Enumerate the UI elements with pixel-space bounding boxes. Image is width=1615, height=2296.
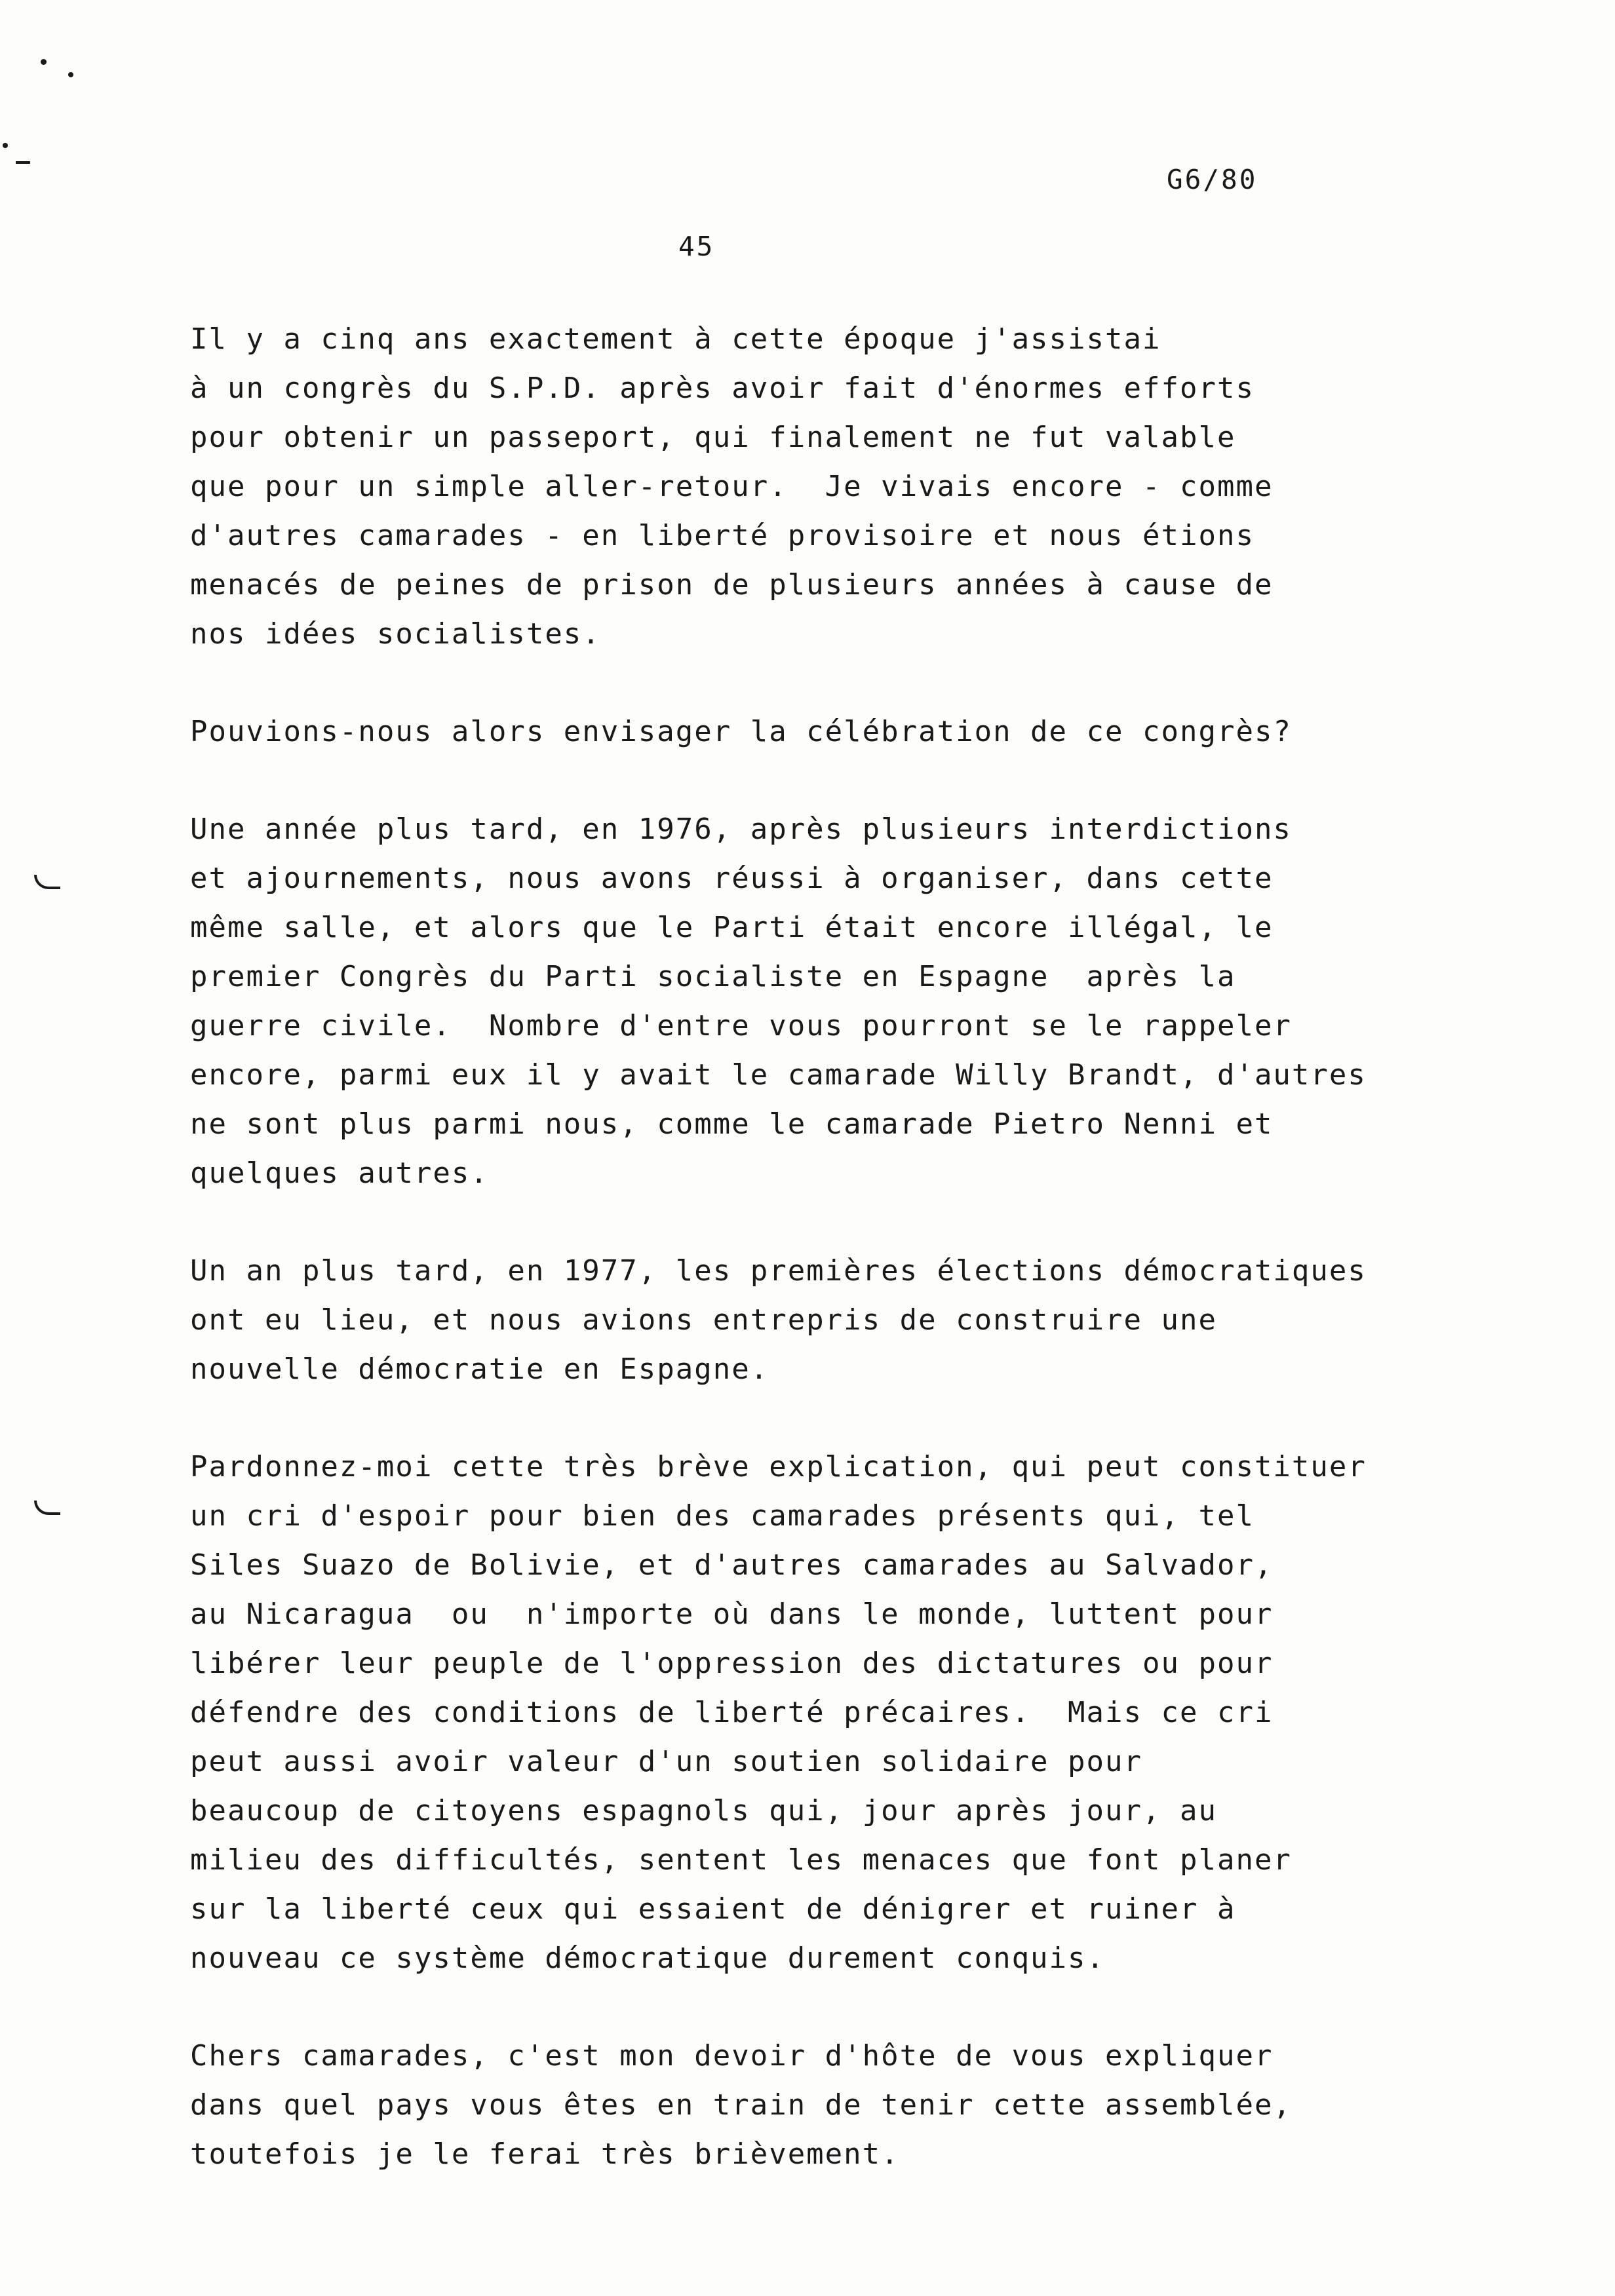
- text-line: à un congrès du S.P.D. après avoir fait d'énormes efforts: [190, 372, 1255, 405]
- scan-speck: [3, 143, 8, 148]
- text-line: Siles Suazo de Bolivie, et d'autres camarades au Salvador,: [190, 1548, 1274, 1582]
- text-line: encore, parmi eux il y avait le camarade Willy Brandt, d'autres: [190, 1058, 1367, 1092]
- text-line: beaucoup de citoyens espagnols qui, jour après jour, au: [190, 1794, 1217, 1827]
- scan-speck: [16, 161, 30, 164]
- margin-mark: [34, 1501, 60, 1515]
- text-line: premier Congrès du Parti socialiste en Espagne après la: [190, 960, 1236, 993]
- paragraph: [190, 707, 1501, 756]
- text-line: milieu des difficultés, sentent les menaces que font planer: [190, 1843, 1292, 1877]
- text-line: un cri d'espoir pour bien des camarades présents qui, tel: [190, 1499, 1255, 1533]
- text-line: sur la liberté ceux qui essaient de dénigrer et ruiner à: [190, 1892, 1236, 1926]
- text-line: pour obtenir un passeport, qui finalement ne fut valable: [190, 421, 1236, 454]
- text-line: peut aussi avoir valeur d'un soutien solidaire pour: [190, 1745, 1143, 1778]
- text-line: défendre des conditions de liberté précaires. Mais ce cri: [190, 1696, 1274, 1729]
- body-text: [190, 315, 1501, 2227]
- scan-speck: [68, 72, 73, 77]
- text-line: Pardonnez-moi cette très brève explication, qui peut constituer: [190, 1450, 1367, 1483]
- text-line: Une année plus tard, en 1976, après plusieurs interdictions: [190, 813, 1292, 846]
- page-number: 45: [678, 231, 715, 262]
- paragraph: [190, 315, 1501, 659]
- scan-speck: [41, 59, 47, 65]
- text-line: ne sont plus parmi nous, comme le camarade Pietro Nenni et: [190, 1107, 1274, 1141]
- paragraph: [190, 805, 1501, 1198]
- text-line: et ajournements, nous avons réussi à organiser, dans cette: [190, 862, 1274, 895]
- text-line: que pour un simple aller-retour. Je vivais encore - comme: [190, 470, 1274, 503]
- text-line: toutefois je le ferai très brièvement.: [190, 2137, 900, 2171]
- text-line: Il y a cinq ans exactement à cette époque j'assistai: [190, 322, 1161, 356]
- text-line: nouvelle démocratie en Espagne.: [190, 1352, 769, 1386]
- text-line: libérer leur peuple de l'oppression des dictatures ou pour: [190, 1647, 1274, 1680]
- text-line: ont eu lieu, et nous avions entrepris de construire une: [190, 1303, 1217, 1337]
- paragraph: [190, 1442, 1501, 1983]
- margin-mark: [34, 875, 60, 889]
- text-line: nos idées socialistes.: [190, 617, 601, 651]
- document-reference: G6/80: [1167, 164, 1258, 195]
- text-line: au Nicaragua ou n'importe où dans le monde, luttent pour: [190, 1598, 1274, 1631]
- paragraph: [190, 2031, 1501, 2179]
- text-line: menacés de peines de prison de plusieurs années à cause de: [190, 568, 1274, 602]
- text-line: Un an plus tard, en 1977, les premières élections démocratiques: [190, 1254, 1367, 1288]
- text-line: même salle, et alors que le Parti était encore illégal, le: [190, 911, 1274, 944]
- text-line: Chers camarades, c'est mon devoir d'hôte de vous expliquer: [190, 2039, 1274, 2073]
- text-line: dans quel pays vous êtes en train de tenir cette assemblée,: [190, 2088, 1292, 2122]
- text-line: Pouvions-nous alors envisager la célébration de ce congrès?: [190, 715, 1292, 748]
- text-line: guerre civile. Nombre d'entre vous pourront se le rappeler: [190, 1009, 1292, 1043]
- text-line: quelques autres.: [190, 1157, 489, 1190]
- text-line: d'autres camarades - en liberté provisoire et nous étions: [190, 519, 1255, 552]
- paragraph: [190, 1246, 1501, 1394]
- text-line: nouveau ce système démocratique durement conquis.: [190, 1942, 1106, 1975]
